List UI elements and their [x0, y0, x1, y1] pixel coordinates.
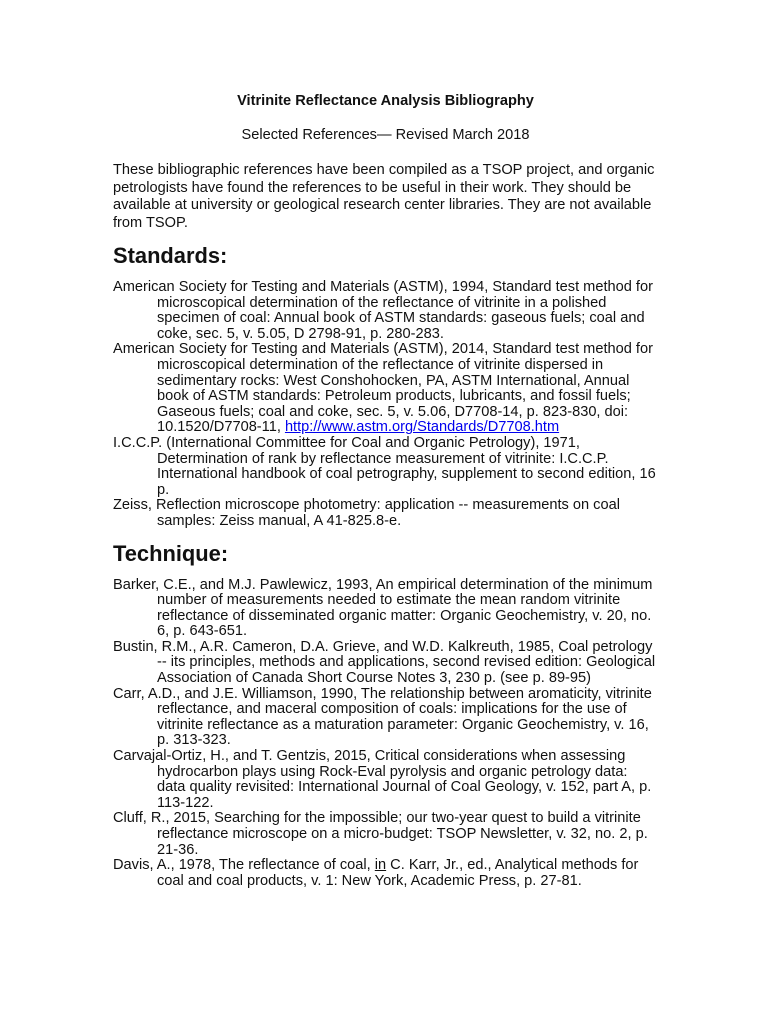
technique-reference-list — [113, 578, 658, 890]
reference-entry — [113, 811, 658, 858]
reference-text: American Society for Testing and Materials (ASTM), 2014, Standard test method for microscopical determination of the reflectance of vitrinite dispersed in sedimentary rocks: West Conshohocken, PA, ASTM International, Annual book of ASTM standards: Petroleum products, lubricants, and fossil fuels; Gaseous fuels; coal and coke, sec. 5, v. 5.06, D7708-14, p. 823-830, doi: 10.1520/D7708-11, — [113, 341, 653, 436]
reference-text: Barker, C.E., and M.J. Pawlewicz, 1993, An empirical determination of the minimum number of measurements needed to estimate the mean random vitrinite reflectance of disseminated organic matter: Organic Geochemistry, v. 20, no. 6, p. 643-651. — [113, 576, 653, 640]
reference-entry — [113, 498, 658, 529]
reference-text: Bustin, R.M., A.R. Cameron, D.A. Grieve, and W.D. Kalkreuth, 1985, Coal petrology -- its principles, methods and applications, second revised edition: Geological Association of Canada Short Course Notes 3, 230 p. (see p. 89-95) — [113, 638, 656, 687]
reference-text: Cluff, R., 2015, Searching for the impossible; our two-year quest to build a vitrinite reflectance microscope on a micro-budget: TSOP Newsletter, v. 32, no. 2, p. 21-36. — [113, 810, 648, 858]
reference-text: C. Karr, Jr., ed., Analytical methods for coal and coal products, v. 1: New York, Academic Press, p. 27-81. — [157, 857, 639, 889]
reference-entry — [113, 687, 658, 749]
document-subtitle: Selected References— Revised March 2018 — [241, 127, 530, 143]
reference-entry — [113, 578, 658, 640]
document-title: Vitrinite Reflectance Analysis Bibliography — [237, 93, 534, 109]
reference-text: Carr, A.D., and J.E. Williamson, 1990, The relationship between aromaticity, vitrinite reflectance, and maceral composition of coals: implications for the use of vitrinite reflectance as a maturation parameter: Organic Geochemistry, v. 16, p. 313-323. — [113, 685, 652, 749]
reference-text: I.C.C.P. (International Committee for Coal and Organic Petrology), 1971, Determination of rank by reflectance measurement of vitrinite: I.C.C.P. International handbook of coal petrography, supplement to second edition, 16 p. — [113, 434, 656, 498]
reference-entry — [113, 858, 658, 889]
reference-text: American Society for Testing and Materials (ASTM), 1994, Standard test method for microscopical determination of the reflectance of vitrinite in a polished specimen of coal: Annual book of ASTM standards: gaseous fuels; coal and coke, sec. 5, v. 5.05, D 2798-91, p. 280-283. — [113, 279, 653, 342]
reference-entry — [113, 749, 658, 811]
reference-entry — [113, 342, 658, 436]
astm-standard-link[interactable]: http://www.astm.org/Standards/D7708.htm — [284, 419, 560, 436]
standards-heading: Standards: — [113, 243, 228, 268]
reference-entry — [113, 436, 658, 498]
underlined-word: in — [374, 857, 387, 874]
technique-heading: Technique: — [113, 540, 229, 566]
intro-paragraph: These bibliographic references have been compiled as a TSOP project, and organic petrologists have found the references to be useful in their work. They should be available at university or geological research center libraries. They are not available from TSOP. — [113, 162, 655, 231]
standards-reference-list — [113, 280, 658, 530]
reference-text: Zeiss, Reflection microscope photometry: application -- measurements on coal samples: Zeiss manual, A 41-825.8-e. — [113, 497, 620, 529]
reference-entry — [113, 640, 658, 687]
document-page — [113, 92, 658, 889]
reference-text: Carvajal-Ortiz, H., and T. Gentzis, 2015, Critical considerations when assessing hydrocarbon plays using Rock-Eval pyrolysis and organic petrology data: data quality revisited: International Journal of Coal Geology, v. 152, part A, p. 113-122. — [113, 748, 652, 811]
reference-text: Davis, A., 1978, The reflectance of coal, — [113, 857, 375, 874]
reference-entry — [113, 280, 658, 342]
